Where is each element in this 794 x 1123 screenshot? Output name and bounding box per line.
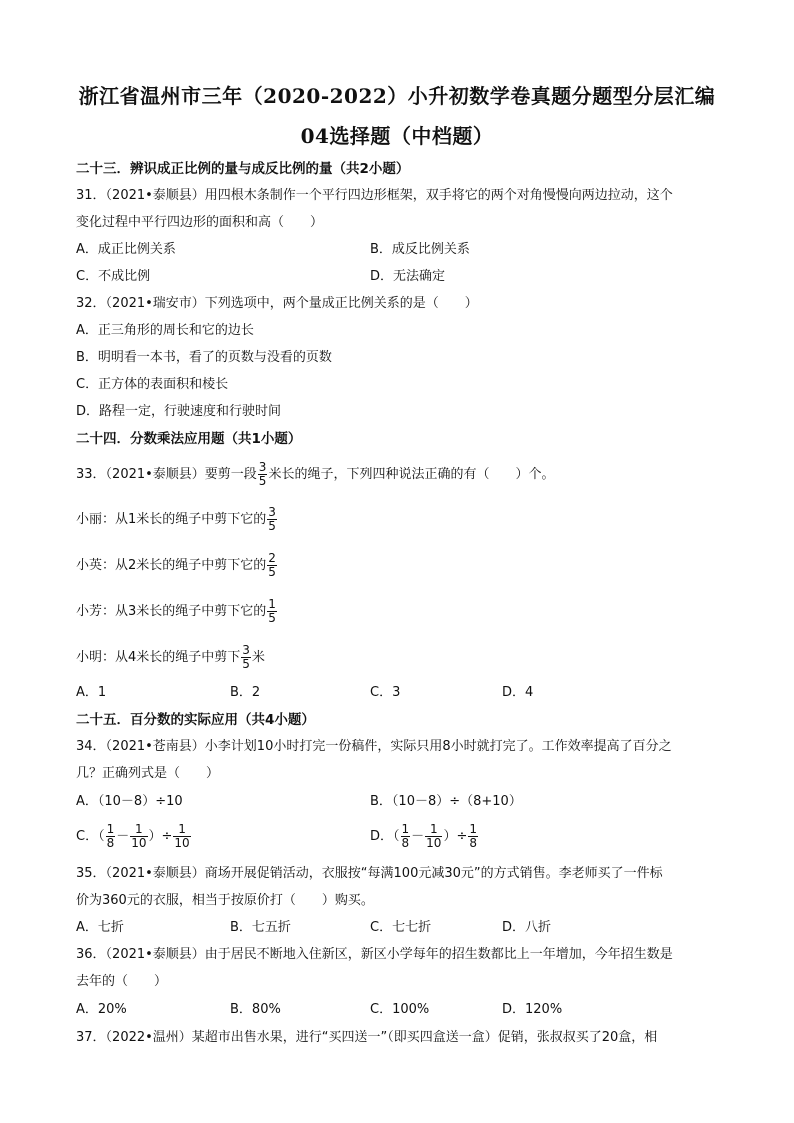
q35-option-c: C．七七折	[370, 920, 432, 935]
fraction-denominator: 10	[426, 836, 442, 850]
q33-stem	[76, 455, 554, 495]
q31-option-c: C．不成比例	[76, 269, 151, 284]
fraction-numerator: 3	[268, 505, 276, 519]
q36-option-b: B．80%	[230, 1002, 281, 1017]
xiaofang-fraction	[267, 598, 277, 625]
q33-option-d: D．4	[502, 685, 534, 700]
q33-stem-post: 米长的绳子，下列四种说法正确的有（ ）个。	[268, 467, 555, 482]
q33-option-b: B．2	[230, 685, 261, 700]
fraction-denominator: 5	[268, 565, 276, 579]
q34-option-b: B．（10－8）÷（8+10）	[370, 794, 522, 809]
q32-option-d: D．路程一定，行驶速度和行驶时间	[76, 404, 282, 419]
q31-stem-line1: 31．（2021•泰顺县）用四根木条制作一个平行四边形框架，双手将它的两个对角慢慢向两边拉动，这个	[76, 188, 673, 203]
q34-c-fraction-2	[130, 823, 147, 850]
q33-option-a: A．1	[76, 685, 107, 700]
q31-option-d: D．无法确定	[370, 269, 446, 284]
xiaoming-fraction	[241, 644, 251, 671]
fraction-numerator: 1	[401, 822, 410, 836]
q35-stem-line1: 35．（2021•泰顺县）商场开展促销活动，衣服按“每满100元减30元”的方式销售。李老师买了一件标	[76, 866, 663, 881]
fraction-denominator: 10	[174, 836, 190, 850]
q34-d-prefix: D．（	[370, 829, 400, 844]
q33-statement-xiaoying	[76, 546, 278, 586]
document-title-line2: 04选择题（中档题）	[300, 124, 494, 148]
q33-statement-xiaoli	[76, 500, 278, 540]
fraction-denominator: 5	[268, 611, 276, 625]
q31-option-b: B．成反比例关系	[370, 242, 470, 257]
q34-c-prefix: C．（	[76, 829, 105, 844]
q36-stem-line1: 36．（2021•泰顺县）由于居民不断地入住新区，新区小学每年的招生数都比上一年增加，今年招生数是	[76, 947, 673, 962]
minus-sign: －	[411, 829, 425, 844]
q34-d-divide: ）÷	[443, 829, 468, 844]
q32-option-a: A．正三角形的周长和它的边长	[76, 323, 254, 338]
fraction-numerator: 3	[258, 460, 267, 474]
q35-option-d: D．八折	[502, 920, 552, 935]
q35-option-b: B．七五折	[230, 920, 291, 935]
fraction-denominator: 5	[242, 657, 250, 671]
q31-option-a: A．成正比例关系	[76, 242, 176, 257]
fraction-numerator: 1	[425, 823, 442, 837]
q36-option-a: A．20%	[76, 1002, 127, 1017]
q34-c-divide: ）÷	[148, 829, 173, 844]
section-heading-23: 二十三．辨识成正比例的量与成反比例的量（共2小题）	[76, 161, 410, 177]
q34-d-fraction-3	[468, 823, 478, 850]
q34-c-fraction-3	[173, 823, 190, 850]
q32-option-c: C．正方体的表面积和棱长	[76, 377, 229, 392]
q34-d-fraction-2	[425, 823, 442, 850]
fraction-numerator: 1	[469, 822, 477, 836]
xiaoying-text: 小英：从2米长的绳子中剪下它的	[76, 558, 267, 573]
q37-stem-line1: 37．（2022•温州）某超市出售水果，进行“买四送一”（即买四盒送一盒）促销，张叔叔买了20盒，相	[76, 1030, 658, 1045]
q36-option-c: C．100%	[370, 1002, 430, 1017]
xiaoming-unit: 米	[251, 650, 265, 665]
fraction-numerator: 1	[106, 822, 115, 836]
fraction-denominator: 8	[106, 836, 115, 850]
fraction-numerator: 3	[242, 643, 250, 657]
fraction-denominator: 5	[258, 474, 267, 488]
q33-statement-xiaoming	[76, 638, 265, 678]
fraction-denominator: 5	[268, 519, 276, 533]
fraction-numerator: 1	[268, 597, 276, 611]
minus-sign: －	[116, 829, 130, 844]
q31-stem-line2: 变化过程中平行四边形的面积和高（ ）	[76, 215, 324, 230]
xiaoli-fraction	[267, 506, 277, 533]
fraction-denominator: 8	[469, 836, 477, 850]
xiaoying-fraction	[267, 552, 277, 579]
q32-option-b: B．明明看一本书，看了的页数与没看的页数	[76, 350, 332, 365]
q34-d-fraction-1	[401, 823, 411, 850]
fraction-denominator: 10	[131, 836, 147, 850]
q35-stem-line2: 价为360元的衣服，相当于按原价打（ ）购买。	[76, 893, 374, 908]
q33-statement-xiaofang	[76, 592, 278, 632]
q33-option-c: C．3	[370, 685, 401, 700]
q32-stem: 32．（2021•瑞安市）下列选项中，两个量成正比例关系的是（ ）	[76, 296, 478, 311]
q35-option-a: A．七折	[76, 920, 124, 935]
q33-stem-pre: 33．（2021•泰顺县）要剪一段	[76, 467, 257, 482]
q34-option-d	[370, 817, 479, 857]
q34-stem-line1: 34．（2021•苍南县）小李计划10小时打完一份稿件，实际只用8小时就打完了。工作效率提高了百分之	[76, 739, 672, 754]
section-heading-25: 二十五．百分数的实际应用（共4小题）	[76, 712, 315, 728]
section-heading-24: 二十四．分数乘法应用题（共1小题）	[76, 431, 302, 447]
document-title-line1: 浙江省温州市三年（2020-2022）小升初数学卷真题分题型分层汇编	[78, 84, 716, 108]
q36-option-d: D．120%	[502, 1002, 563, 1017]
fraction-numerator: 1	[173, 823, 190, 837]
xiaofang-text: 小芳：从3米长的绳子中剪下它的	[76, 604, 267, 619]
q33-stem-fraction	[258, 461, 268, 488]
q34-c-fraction-1	[106, 823, 116, 850]
fraction-denominator: 8	[401, 836, 410, 850]
fraction-numerator: 2	[268, 551, 276, 565]
xiaoli-text: 小丽：从1米长的绳子中剪下它的	[76, 512, 267, 527]
q34-option-a: A．（10－8）÷10	[76, 794, 183, 809]
xiaoming-text: 小明：从4米长的绳子中剪下	[76, 650, 241, 665]
fraction-numerator: 1	[130, 823, 147, 837]
q36-stem-line2: 去年的（ ）	[76, 974, 168, 989]
q34-stem-line2: 几？正确列式是（ ）	[76, 766, 220, 781]
q34-option-c	[76, 817, 192, 857]
